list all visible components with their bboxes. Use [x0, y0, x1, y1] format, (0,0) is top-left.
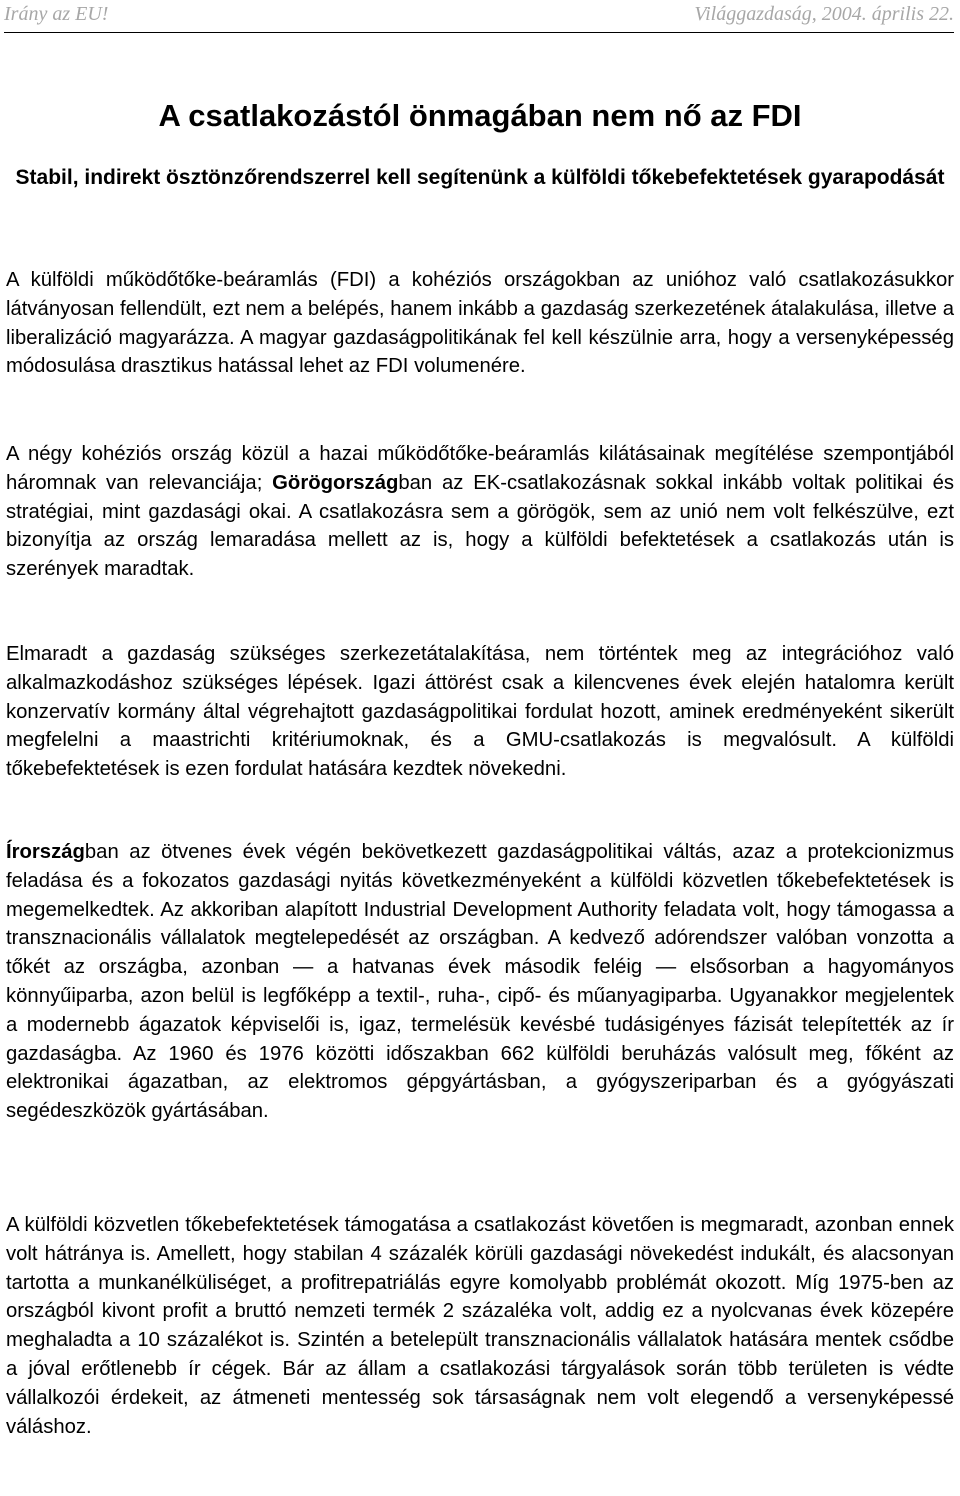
- paragraph-4-text: ban az ötvenes évek végén bekövetkezett gazdaságpolitikai váltás, azaz a protekcionizmus feladása és a fokozatos gazdasági nyitás következményeként a külföldi közvetlen tőkebefektetések is megemelkedtek. Az akkoriban alapított Industrial Development Authority feladata volt, hogy támogassa a transznacionális vállalatok megtelepedését az országban. A kedvező adórendszer valóban vonzotta a tőkét az országba, azonban — a hatvanas évek második feléig — elsősorban a hagyományos könnyűiparba, azon belül is legfőképp a textil-, ruha-, cipő- és műanyagiparba. Ugyanakkor megjelentek a modernebb ágazatok képviselői is, igaz, termelésük kevésbé tudásigényes fázisát telepítették az ír gazdaságba. Az 1960 és 1976 közötti időszakban 662 külföldi beruházás valósult meg, főként az elektronikai ágazatban, az elektromos gépgyártásban, a gyógyszeriparban és a gyógyászati segédeszközök gyártásában.: [6, 841, 954, 1123]
- paragraph-1: A külföldi működőtőke-beáramlás (FDI) a kohéziós országokban az unióhoz való csatlakozásukkor látványosan fellendült, ezt nem a belépés, hanem inkább a gazdaság szerkezetének átalakulása, illetve a liberalizáció magyarázza. A magyar gazdaságpolitikának fel kell készülnie arra, hogy a versenyképesség módosulása drasztikus hatással lehet az FDI volumenére.: [6, 269, 954, 378]
- paragraph-2-text-start: A négy kohéziós ország közül a hazai működőtőke-beáramlás kilátásainak megítélése szempontjából háromnak van relevanciája;: [6, 443, 954, 494]
- paragraph-3: Elmaradt a gazdaság szükséges szerkezetátalakítása, nem történtek meg az integrációhoz való alkalmazkodáshoz szükséges lépések. Igazi áttörést csak a kilencvenes évek elején hatalomra került konzervatív kormány által végrehajtott gazdaságpolitikai fordulat hozott, aminek eredményeként sikerült megfelelni a maastrichti kritériumoknak, és a GMU-csatlakozás is megvalósult. A külföldi tőkebefektetések is ezen fordulat hatására kezdtek növekedni.: [6, 643, 954, 781]
- paragraph-4-bold-country: Írország: [6, 841, 85, 863]
- header-right-text: Világgazdaság, 2004. április 22.: [694, 3, 954, 25]
- paragraph-2: [6, 440, 954, 584]
- paragraph-5: A külföldi közvetlen tőkebefektetések támogatása a csatlakozást követően is megmaradt, azonban ennek volt hátránya is. Amellett, hogy stabilan 4 százalék körüli gazdasági növekedést indukált, és alacsonyan tartotta a munkanélküliséget, a profitrepatriálás egyre komolyabb problémát okozott. Míg 1975-ben az országból kivont profit a bruttó nemzeti termék 2 százaléka volt, addig ez a nyolcvanas évek közepére meghaladta a 10 százalékot is. Szintén a betelepült transznacionális vállalatok hatására mentek csődbe a jóval erőtlenebb ír cégek. Bár az állam a csatlakozási tárgyalások során több területen is védte vállalkozói érdekeit, az átmeneti mentesség sok társaságnak nem volt elegendő a versenyképessé váláshoz.: [6, 1214, 954, 1438]
- header-left-text: Irány az EU!: [4, 3, 109, 25]
- article-subtitle: Stabil, indirekt ösztönzőrendszerrel kell segítenünk a külföldi tőkebefektetések gyarapodását: [15, 166, 945, 189]
- running-header: [4, 0, 954, 33]
- paragraph-2-text-end: ban az EK-csatlakozásnak sokkal inkább voltak politikai és stratégiai, mint gazdasági okai. A csatlakozásra sem a görögök, sem az unió nem volt felkészülve, ezt bizonyítja az ország lemaradása mellett az is, hogy a külföldi befektetések a csatlakozás után is szerények maradtak.: [6, 471, 954, 581]
- paragraph-2-bold-country: Görögország: [272, 471, 399, 494]
- paragraph-4: [6, 838, 954, 1126]
- article-title: A csatlakozástól önmagában nem nő az FDI: [158, 98, 802, 133]
